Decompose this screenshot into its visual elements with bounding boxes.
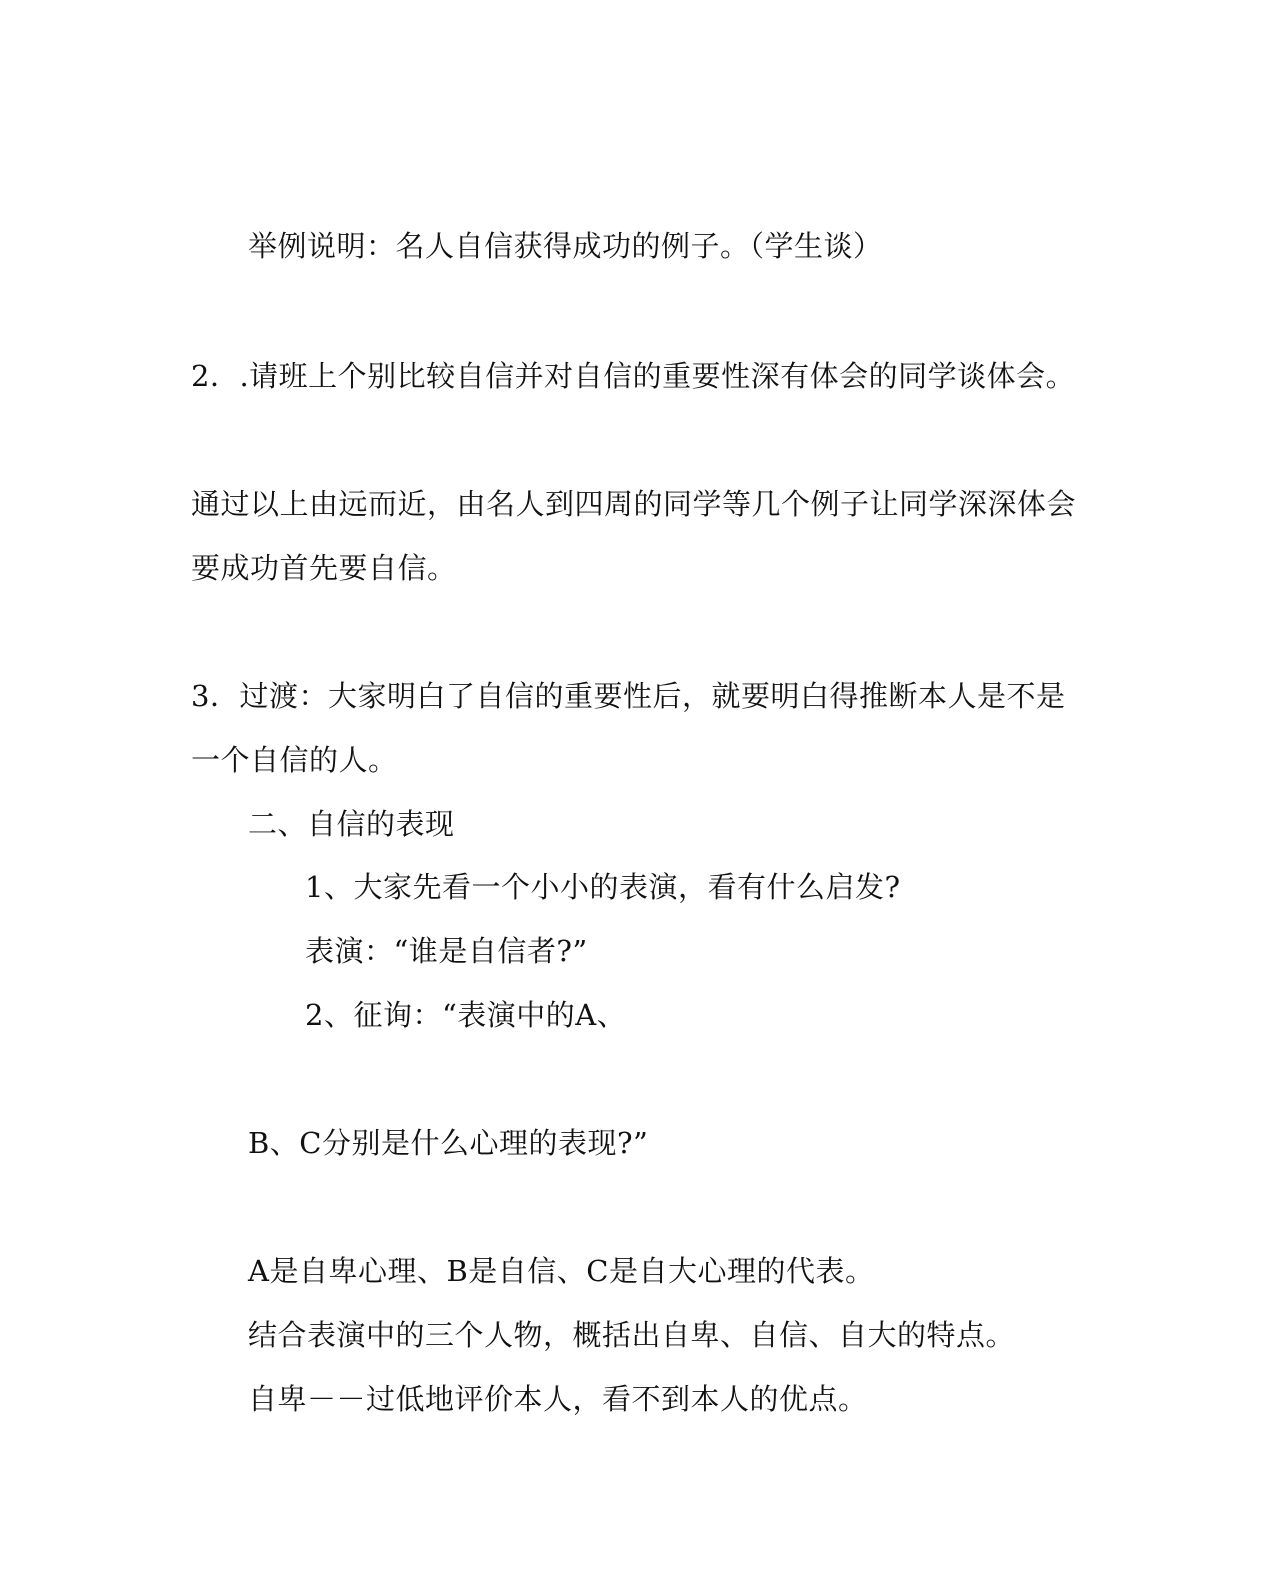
text-line-performance: 表演：“谁是自信者?” [305,934,588,968]
text-line-summary-2: 要成功首先要自信。 [191,551,457,585]
text-line-item-2: 2．.请班上个别比较自信并对自信的重要性深有体会的同学谈体会。 [191,359,1076,393]
text-line-summary-1: 通过以上由远而近，由名人到四周的同学等几个例子让同学深深体会 [191,487,1077,521]
text-line-example-intro: 举例说明：名人自信获得成功的例子。（学生谈） [248,229,883,263]
text-line-sub-2: 2、征询：“表演中的A、 [305,998,627,1032]
text-line-sub-1: 1、大家先看一个小小的表演，看有什么启发? [305,870,901,904]
text-line-item-3-cont: 一个自信的人。 [191,743,398,777]
text-line-sub-2-cont: B、C分别是什么心理的表现?” [248,1126,649,1160]
text-line-item-3: 3．过渡：大家明白了自信的重要性后，就要明白得推断本人是不是 [191,679,1066,713]
text-line-combine: 结合表演中的三个人物，概括出自卑、自信、自大的特点。 [248,1318,1016,1352]
text-line-inferiority: 自卑－－过低地评价本人，看不到本人的优点。 [248,1382,868,1416]
section-heading-2: 二、自信的表现 [248,807,455,841]
text-line-answer: A是自卑心理、B是自信、C是自大心理的代表。 [248,1254,875,1288]
